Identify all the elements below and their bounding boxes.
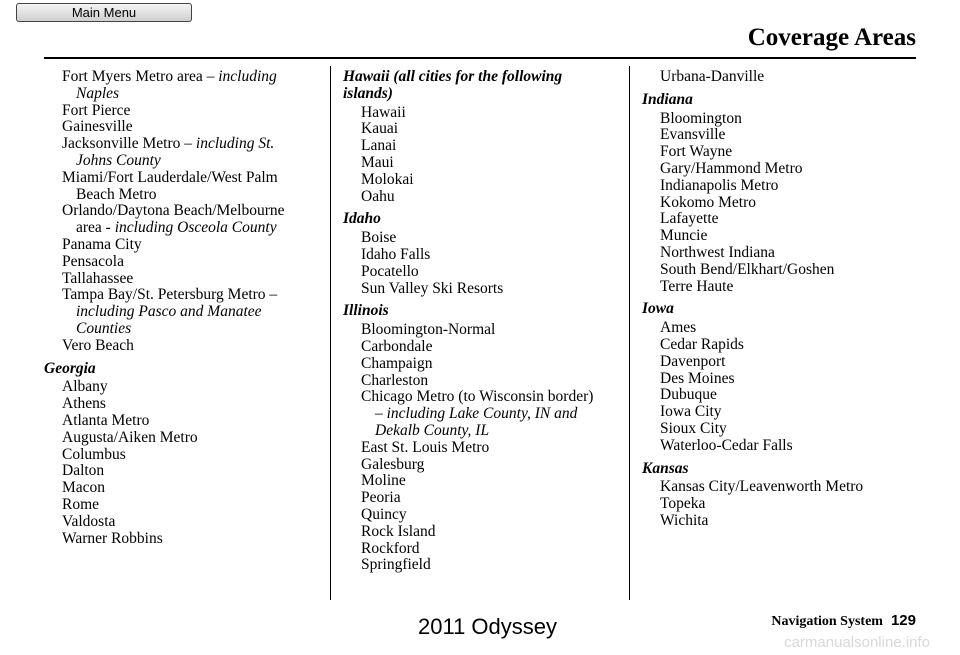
list-item: Rome	[62, 495, 100, 513]
list-item-text: Fort Myers Metro area –	[62, 68, 219, 85]
list-item	[44, 287, 314, 304]
list-item-text: Pensacola	[62, 252, 124, 270]
list-item: Peoria	[361, 489, 401, 507]
list-item: Columbus	[62, 445, 126, 463]
list-item: Kansas City/Leavenworth Metro	[660, 478, 864, 496]
list-item-text: Tallahassee	[62, 269, 134, 287]
florida-list	[44, 69, 314, 355]
list-item-wrap	[44, 304, 314, 321]
state-heading-hawaii-line1: Hawaii (all cities for the following	[343, 68, 563, 85]
list-item: Sun Valley Ski Resorts	[361, 279, 504, 297]
list-item-wrap: – including Lake County, IN and	[375, 405, 578, 423]
list-item: Dubuque	[660, 386, 717, 404]
list-item-text: Orlando/Daytona Beach/Melbourne	[62, 202, 285, 220]
list-item	[44, 170, 314, 187]
list-item: Athens	[62, 395, 106, 413]
list-item: Des Moines	[660, 369, 735, 387]
list-item-note: including	[218, 68, 277, 85]
list-item: Atlanta Metro	[62, 411, 150, 429]
indiana-list	[642, 111, 932, 296]
list-item	[44, 119, 314, 136]
idaho-list	[343, 230, 633, 297]
list-item	[44, 237, 314, 254]
georgia-list	[44, 379, 314, 547]
list-item: Pocatello	[361, 262, 419, 280]
list-item: Davenport	[660, 352, 726, 370]
state-heading-kansas: Kansas	[642, 459, 689, 477]
title-rule	[44, 57, 916, 59]
list-item: Evansville	[660, 126, 726, 144]
list-item-text: Fort Pierce	[62, 101, 131, 119]
list-item	[44, 69, 314, 86]
list-item	[44, 103, 314, 120]
list-item: Indianapolis Metro	[660, 176, 779, 194]
state-heading-indiana: Indiana	[642, 90, 693, 108]
list-item: Sioux City	[660, 419, 727, 437]
state-heading-iowa: Iowa	[642, 300, 674, 318]
list-item: Lafayette	[660, 210, 719, 228]
list-item-note: Naples	[76, 84, 120, 102]
list-item: Albany	[62, 378, 108, 396]
iowa-list	[642, 320, 932, 454]
list-item: Cedar Rapids	[660, 335, 744, 353]
list-item: South Bend/Elkhart/Goshen	[660, 260, 835, 278]
watermark: carmanualsonline.info	[784, 634, 930, 651]
list-item: Hawaii	[361, 103, 406, 121]
list-item-text: Vero Beach	[62, 336, 134, 354]
list-item: Valdosta	[62, 512, 116, 530]
state-heading-hawaii-line2: islands)	[343, 84, 393, 102]
list-item: Iowa City	[660, 403, 722, 421]
column-3	[642, 69, 932, 530]
list-item: Topeka	[660, 495, 706, 513]
kansas-list	[642, 479, 932, 529]
list-item-text: Beach Metro	[76, 185, 157, 203]
list-item: Quincy	[361, 505, 407, 523]
footer-section: Navigation System	[771, 614, 883, 629]
list-item-wrap	[44, 187, 314, 204]
list-item	[44, 338, 314, 355]
list-item-wrap	[44, 220, 314, 237]
footer-page-info	[771, 612, 916, 630]
list-item-wrap	[44, 86, 314, 103]
list-item-text: Gainesville	[62, 118, 133, 136]
list-item: Moline	[361, 472, 406, 490]
list-item: Kauai	[361, 120, 399, 138]
list-item-note: including St.	[195, 135, 275, 153]
list-item	[44, 203, 314, 220]
list-item-text: Jacksonville Metro –	[62, 135, 196, 153]
list-item: Wichita	[660, 511, 709, 529]
list-item: Chicago Metro (to Wisconsin border)	[361, 388, 594, 406]
list-item: Carbondale	[361, 337, 433, 355]
list-item: Macon	[62, 479, 106, 497]
list-item: Galesburg	[361, 455, 425, 473]
list-item: Gary/Hammond Metro	[660, 159, 803, 177]
list-item: Dalton	[62, 462, 105, 480]
list-item: Springfield	[361, 556, 431, 574]
list-item: Kokomo Metro	[660, 193, 757, 211]
list-item: Rockford	[361, 539, 420, 557]
list-item-wrap: Dekalb County, IL	[375, 421, 490, 439]
list-item-text: Miami/Fort Lauderdale/West Palm	[62, 168, 278, 186]
state-heading-hawaii	[343, 69, 633, 103]
column-divider-1	[330, 66, 331, 600]
list-item: Oahu	[361, 187, 395, 205]
list-item: Ames	[660, 319, 697, 337]
illinois-list-before	[343, 322, 633, 389]
hawaii-list	[343, 105, 633, 206]
list-item	[44, 136, 314, 153]
list-item: Champaign	[361, 354, 433, 372]
list-item-text: Tampa Bay/St. Petersburg Metro –	[62, 286, 278, 304]
list-item: Idaho Falls	[361, 245, 431, 263]
list-item: Fort Wayne	[660, 143, 733, 161]
page-title: Coverage Areas	[747, 24, 916, 51]
footer-model: 2011 Odyssey	[418, 614, 558, 639]
list-item: Warner Robbins	[62, 529, 163, 547]
state-heading-illinois: Illinois	[343, 302, 389, 320]
list-item: Bloomington-Normal	[361, 321, 496, 339]
list-item-note: Counties	[76, 319, 132, 337]
column-1	[44, 69, 314, 547]
list-item: Maui	[361, 153, 394, 171]
list-item: Terre Haute	[660, 277, 734, 295]
list-item: Waterloo-Cedar Falls	[660, 436, 793, 454]
state-heading-idaho: Idaho	[343, 210, 381, 228]
state-heading-georgia: Georgia	[44, 359, 96, 377]
list-item-text: Panama City	[62, 235, 142, 253]
list-item	[44, 271, 314, 288]
page-number: 129	[890, 612, 916, 629]
list-item-text: area -	[76, 219, 115, 237]
list-item-note: Johns County	[76, 151, 161, 169]
list-item: Urbana-Danville	[660, 68, 765, 85]
list-item-wrap	[44, 153, 314, 170]
illinois-list-after	[343, 440, 633, 574]
list-item: Augusta/Aiken Metro	[62, 428, 198, 446]
list-item-note: including Pasco and Manatee	[76, 303, 262, 321]
list-item: Muncie	[660, 227, 708, 245]
list-item-note: including Osceola County	[114, 219, 277, 237]
list-item: Boise	[361, 229, 397, 247]
list-item: Lanai	[361, 137, 397, 155]
list-item-wrap	[44, 321, 314, 338]
list-item: Northwest Indiana	[660, 243, 775, 261]
list-item: Rock Island	[361, 522, 436, 540]
list-item: Bloomington	[660, 109, 742, 127]
list-item	[44, 254, 314, 271]
main-menu-button[interactable]: Main Menu	[16, 3, 192, 22]
column-2	[343, 69, 633, 574]
list-item: Molokai	[361, 170, 414, 188]
list-item: East St. Louis Metro	[361, 438, 490, 456]
list-item: Charleston	[361, 371, 429, 389]
